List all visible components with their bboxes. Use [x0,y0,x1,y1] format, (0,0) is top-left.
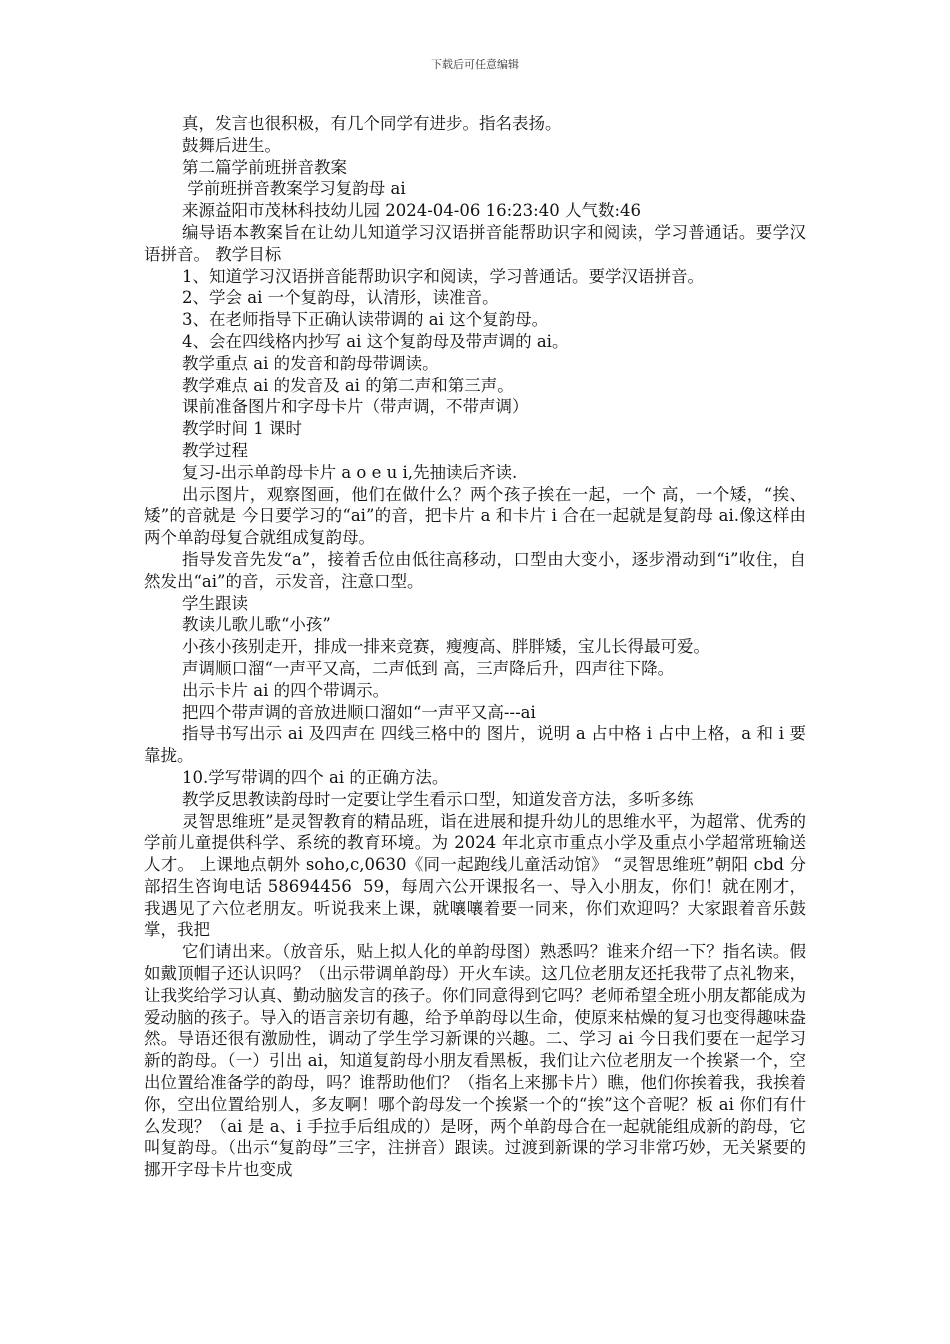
lesson-title: 学前班拼音教案学习复韵母 ai [182,179,406,199]
paragraph: 教学重点 ai 的发音和韵母带调读。 [182,353,439,373]
paragraph: 指导发音先发“a”，接着舌位由低往高移动，口型由大变小，逐步滑动到“i”收住，自然发出“ai”的音，示发音，注意口型。 [144,549,806,591]
section-title: 第二篇学前班拼音教案 [182,157,347,177]
paragraph: 指导书写出示 ai 及四声在 四线三格中的 图片，说明 a 占中格 i 占中上格，a 和 i 要靠拢。 [144,724,806,766]
paragraph: 灵智思维班”是灵智教育的精品班，诣在进展和提升幼儿的思维水平，为超常、优秀的学前儿童提供科学、系统的教育环境。为 2024 年北京市重点小学及重点小学超常班输送人才。 上课地点朝外 soho,c,0630《同一起跑线儿童活动馆》 “灵智思维班”朝阳 cbd 分部招生咨询电话 58694456 59，每周六公开课报名一、导入小朋友，你们！就在刚才，我遇见了六位老朋友。听说我来上课，就嚷嚷着要一同来，你们欢迎吗？大家跟着音乐鼓掌，我把 [144,811,806,940]
paragraph: 10.学写带调的四个 ai 的正确方法。 [182,767,449,787]
document-body [144,113,806,1181]
paragraph: 课前准备图片和字母卡片（带声调，不带声调） [182,397,529,417]
paragraph: 2、学会 ai 一个复韵母，认清形，读准音。 [182,288,499,308]
paragraph: 1、知道学习汉语拼音能帮助识字和阅读，学习普通话。要学汉语拼音。 [182,266,704,286]
paragraph: 复习-出示单韵母卡片 a o e u i,先抽读后齐读. [182,462,518,482]
paragraph: 声调顺口溜“一声平又高，二声低到 高，三声降后升，四声往下降。 [182,658,675,678]
paragraph: 小孩小孩别走开，排成一排来竞赛，瘦瘦高、胖胖矮，宝儿长得最可爱。 [182,637,710,657]
paragraph: 教学反思教读韵母时一定要让学生看示口型，知道发音方法，多听多练 [182,789,694,809]
paragraph: 教读儿歌儿歌“小孩” [182,615,331,635]
paragraph: 3、在老师指导下正确认读带调的 ai 这个复韵母。 [182,310,549,330]
page-header-note: 下载后可任意编辑 [431,58,519,71]
paragraph: 出示图片，观察图画，他们在做什么？两个孩子挨在一起，一个 高，一个矮，“挨、矮”的音就是 今日要学习的“ai”的音，把卡片 a 和卡片 i 合在一起就是复韵母 ai.像这样由两个单韵母复合就组成复韵母。 [144,484,806,548]
paragraph: 出示卡片 ai 的四个带调示。 [182,680,390,700]
paragraph: 学生跟读 [182,593,248,613]
paragraph: 教学时间 1 课时 [182,419,302,439]
paragraph: 鼓舞后进生。 [182,135,281,155]
paragraph: 编导语本教案旨在让幼儿知道学习汉语拼音能帮助识字和阅读，学习普通话。要学汉语拼音。 教学目标 [144,222,806,264]
paragraph: 它们请出来。（放音乐，贴上拟人化的单韵母图）熟悉吗？谁来介绍一下？指名读。假如戴顶帽子还认识吗？（出示带调单韵母）开火车读。这几位老朋友还托我带了点礼物来，让我奖给学习认真、勤动脑发言的孩子。你们同意得到它吗？老师希望全班小朋友都能成为爱动脑的孩子。导入的语言亲切有趣，给予单韵母以生命，使原来枯燥的复习也变得趣味盎然。导语还很有激励性，调动了学生学习新课的兴趣。二、学习 ai 今日我们要在一起学习新的韵母。（一）引出 ai，知道复韵母小朋友看黑板，我们让六位老朋友一个挨紧一个，空出位置给准备学的韵母，吗？谁帮助他们？（指名上来挪卡片）瞧，他们你挨着我，我挨着你，空出位置给别人，多友啊！哪个韵母发一个挨紧一个的“挨”这个音呢？板 ai 你们有什么发现？（ai 是 a、i 手拉手后组成的）是呀，两个单韵母合在一起就能组成新的韵母，它叫复韵母。（出示“复韵母”三字，注拼音）跟读。过渡到新课的学习非常巧妙，无关紧要的挪开字母卡片也变成 [144,942,806,1180]
paragraph: 教学过程 [182,440,248,460]
source-line: 来源益阳市茂林科技幼儿园 2024-04-06 16:23:40 人气数:46 [182,201,642,221]
paragraph: 把四个带声调的音放进顺口溜如“一声平又高---ai [182,702,536,722]
paragraph: 教学难点 ai 的发音及 ai 的第二声和第三声。 [182,375,514,395]
paragraph: 真，发言也很积极，有几个同学有进步。指名表扬。 [182,114,562,133]
paragraph: 4、会在四线格内抄写 ai 这个复韵母及带声调的 ai。 [182,331,569,351]
